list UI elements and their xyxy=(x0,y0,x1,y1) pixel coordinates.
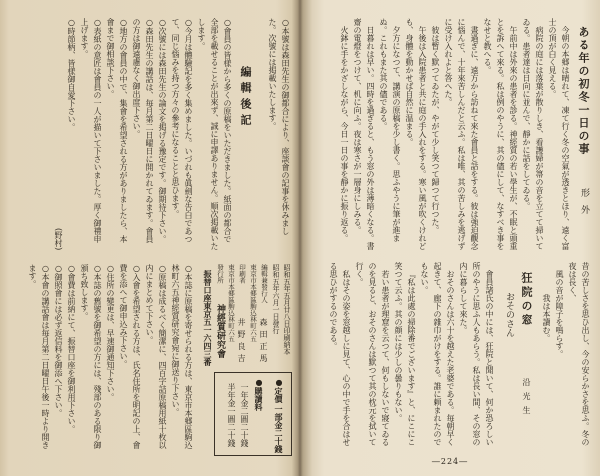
paragraph: 私はその姿を窓越しに見て、心の中で手を合はせる思ひがするのである。 xyxy=(329,262,351,446)
paragraph: 夕方になつて、講演の原稿を少し書く。思ふやうに筆が進まぬ。これもまた其の儘である。 xyxy=(379,18,401,242)
paragraph: 火鉢に手をかざしながら、今日一日の事を靜かに振り返る。 xyxy=(340,26,349,242)
article2-title: 狂院の窓 xyxy=(520,272,533,328)
paragraph: 午前中は外來の患者を診る。神經質の若い學生が、不眠と頭重とを訴へて來る。私は例のやうに、其の儘にして、なすべき事をなせと教へる。 xyxy=(483,18,518,250)
article1-continuation xyxy=(538,262,592,452)
afterword-title: 編輯後記 xyxy=(239,66,252,130)
notice: ○原稿は成るべく簡潔に、四百字詰原稿用紙十枚以内にまとめて下さい。 xyxy=(145,264,167,449)
notices xyxy=(15,264,195,452)
paragraph: 彼は暫く默つてゐたが、やがて少し笑つて歸つて行つた。 xyxy=(431,26,440,234)
paragraph: ○今月は體驗記を多く集めました。いづれも眞劍な告白であつて、同じ惱みを持つ方々の參考になることと思ひます。 xyxy=(171,18,193,243)
paragraph: ○時節柄、皆様御自愛下さい。 xyxy=(67,18,76,131)
notice: ○本誌に原稿を寄せられる方は、東京市本郷區駒込林町六五神經質研究會宛に御送り下さい。 xyxy=(171,264,193,449)
colophon-publisher-name: 神經質研究會 xyxy=(215,304,225,358)
paragraph: ○次號には森田先生の論文を掲げる豫定です。御期待下さい。 xyxy=(158,18,167,243)
paragraph: 病院の庭には落葉が散りしき、看護婦が箒の音を立てて掃いてゐる。患者達は日向に並んで、靜かに話をしてゐる。 xyxy=(522,18,544,250)
colophon-printer-name: 井野良吉 xyxy=(237,318,246,366)
colophon-publisher-label: 發行所 xyxy=(216,264,224,284)
article1-body xyxy=(310,18,572,250)
colophon-account: 振替口座東京五一六四三番 xyxy=(203,270,213,366)
paragraph: 若い患者が理窟を云つて、何もしないで寢てゐるのを見ると、おそのさんは默つて其の枕元を拭いて行く。 xyxy=(355,262,390,446)
colophon-issued: 昭和五年六月一日發行 xyxy=(272,264,280,334)
notice: ○御照會には必ず返信料を御添へ下さい。 xyxy=(54,264,63,417)
paragraph: 昔の苦しさを思ひ出し、今の安らかさを思ふ。冬の夜は長く、 xyxy=(568,262,590,446)
subscription-label: ●購讀料 xyxy=(254,377,264,411)
price-label: ●定價 xyxy=(274,377,284,403)
page-number: ―224― xyxy=(431,457,469,466)
article2-body xyxy=(308,262,496,452)
notice: ○會費は前納にて、振替口座を御利用下さい。 xyxy=(67,264,76,433)
colophon-editor-name: 森田正馬 xyxy=(259,318,268,366)
paragraph: ○本號は森田先生の御都合により、座談會の記事を休みました。次號には掲載いたします。 xyxy=(268,18,290,235)
article1-author: 形外 xyxy=(579,188,589,222)
paragraph: ○地方の會員の中で、集會を希望される方がありましたら、本會まで御相談下さい。 xyxy=(106,18,128,243)
paragraph: 日暮れは早い。四時を過ぎると、もう窓の外は薄暗くなる。書齋の電燈をつけて、机に向ふ。夜は寒さが一層身にしみる。 xyxy=(353,18,375,250)
paragraph: おそのさんは六十を越えた老婆である。毎朝早く起きて、廊下の雜巾がけをする。誰に頼まれたのでもない。 xyxy=(420,262,455,446)
notice: ○住所の變更は、早速御通知下さい。 xyxy=(106,264,115,401)
paragraph: 午後は入院患者と共に庭の手入れをする。寒い風が吹くけれども、身體を動かせば自然に温まる。 xyxy=(405,18,427,250)
paragraph: 會員諸氏の中には、狂院と聞いて、何か恐ろしい所のやうに思ふ人もあらう。私は長い間、その窓の内に暮らして來た。 xyxy=(459,262,494,446)
closing-line: 我は本讀む。 xyxy=(542,294,551,342)
colophon-printed: 昭和五年五月廿八日印刷納本 xyxy=(283,264,291,355)
paragraph: ○會員の皆様から多くの原稿をいただきました。紙面の都合で全部を載せることが出來ず、誠に申譯ありません。順次掲載いたします。 xyxy=(197,18,232,250)
price-box xyxy=(214,372,292,456)
afterword-body xyxy=(8,18,234,250)
colophon-printer-label: 印刷者 xyxy=(238,264,246,284)
paragraph: 『私は此處の掃除番でございます』と、にこにこ笑つて云ふ。其の顔には少しの曇りもない。 xyxy=(394,262,416,446)
paragraph: ○森田先生の講話は、毎月第二日曜日に開かれてゐます。會員の方は御遠慮なく御出席下さい。 xyxy=(132,18,154,243)
paragraph: ○表紙の意匠は會員の一人が描いて下さいました。厚く御禮申上げます。 xyxy=(80,18,102,243)
subscription-half: 半年金一圓二十錢 xyxy=(227,383,236,447)
colophon-publisher-address: 東京市本郷區駒込林町六五 xyxy=(227,264,235,342)
paragraph: 風の音が障子を鳴らす。 xyxy=(555,270,564,358)
article2-subtitle: おそのさん xyxy=(504,292,514,337)
paragraph: 今朝の本郷は晴れて、凍て行く冬の空氣が透きとほり、遠く富士の頂が白く見える。 xyxy=(548,18,570,250)
colophon-editor-address: 東京市本郷區駒込林町六五 xyxy=(249,264,257,342)
notice: ○本會の講話會は毎月第二日曜日午後一時より開きます。 xyxy=(28,264,50,449)
colophon-editor-label: 編輯兼發行人 xyxy=(260,264,268,303)
lead-notes xyxy=(256,18,292,250)
article1-title: ある年の初冬一日の事 xyxy=(577,26,590,156)
notice: ○本誌の舊號を御希望の方には、殘部のある限り御頒ち致します。 xyxy=(80,264,102,449)
article2-author: 沿光生 xyxy=(522,378,531,420)
price-value: 一部金二十錢 xyxy=(274,405,284,453)
afterword-signature: (野村) xyxy=(54,227,63,250)
notice: ○入會を希望される方は、氏名住所を明記の上、會費を添へて御申込み下さい。 xyxy=(119,264,141,449)
subscription-year: 一年金二圓二十錢 xyxy=(240,383,249,447)
paragraph: 晝過ぎに、遠方から訪ねて來た會員と話をする。彼は強迫觀念に惱んで、十年來苦しんだと云ふ。私は唯、其の苦しみを逃げずに受け入れよと答へた。 xyxy=(444,18,479,250)
